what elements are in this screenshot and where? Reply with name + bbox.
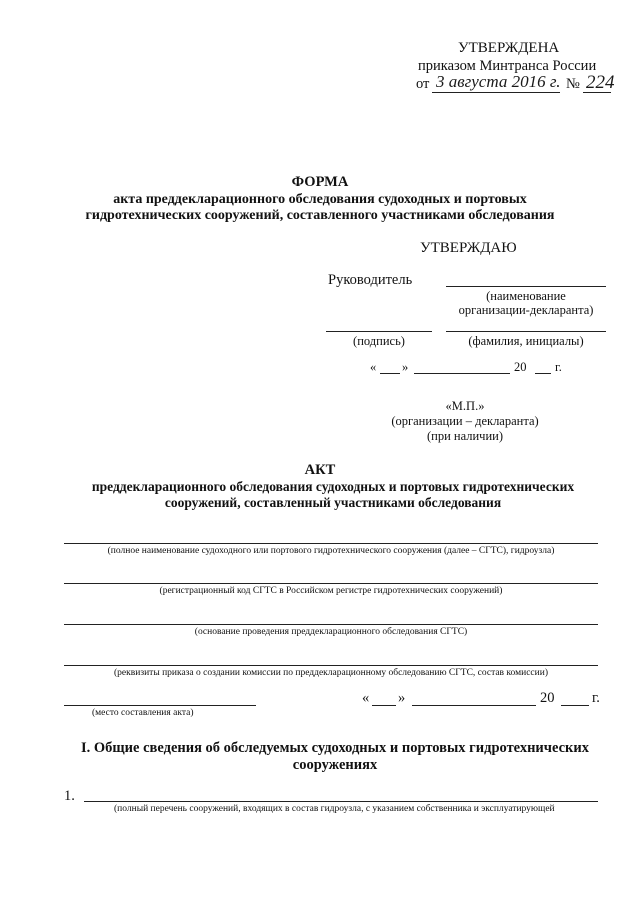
approval-number-underline [583,92,611,93]
approve-date-open: « [370,360,377,374]
order-details-caption: (реквизиты приказа о создании комиссии по преддекларационному обследованию СГТС, состав комиссии) [114,668,548,678]
approval-date-underline [432,92,560,93]
basis-caption: (основание проведения преддекларационного обследования СГТС) [194,627,468,637]
section1-title-line1: I. Общие сведения об обследуемых судоходных и портовых гидротехнических [81,740,589,756]
name-caption: (фамилия, инициалы) [468,334,584,348]
act-title-line2: сооружений, составленный участниками обследования [164,495,502,510]
item1-number: 1. [64,788,75,804]
act-year-prefix: 20 [540,690,555,706]
signature-line [326,331,432,332]
stamp-mp: «М.П.» [445,399,485,413]
sgts-name-line[interactable] [64,543,598,544]
act-heading: АКТ [304,462,336,478]
approve-month-line [414,373,510,374]
approve-day-line [380,373,400,374]
sgts-name-caption: (полное наименование судоходного или портового гидротехнического сооружения (далее – СГТС), гидроузла) [107,546,555,556]
place-line[interactable] [64,705,256,706]
act-year-suffix: г. [592,690,600,706]
name-line [446,331,606,332]
form-title-line1: акта преддекларационного обследования судоходных и портовых [113,192,527,207]
act-year-line[interactable] [561,705,589,706]
approval-order-line: приказом Минтранса России [418,58,597,74]
registration-code-caption: (регистрационный код СГТС в Российском регистре гидротехнических сооружений) [159,586,503,596]
org-name-line [446,286,606,287]
signature-caption: (подпись) [353,334,405,348]
section1-title-line2: сооружениях [292,757,378,773]
place-caption: (место составления акта) [92,708,194,718]
approve-year-suffix: г. [555,360,562,374]
approve-title: УТВЕРЖДАЮ [420,240,517,256]
stamp-org: (организации – декларанта) [391,414,539,428]
approve-date-close: » [402,360,409,374]
approval-number-handwritten: 224 [586,72,615,93]
approve-year-line [535,373,551,374]
item1-line[interactable] [84,801,598,802]
head-label: Руководитель [328,272,413,288]
act-date-close: » [398,690,406,706]
act-month-line[interactable] [412,705,536,706]
approval-date-handwritten: 3 августа 2016 г. [436,72,561,91]
basis-line[interactable] [64,624,598,625]
act-title-line1: преддекларационного обследования судоходных и портовых гидротехнических [91,479,575,494]
stamp-if-any: (при наличии) [426,429,504,443]
act-day-line[interactable] [372,705,396,706]
org-caption-2: организации-декларанта) [458,303,594,317]
order-details-line[interactable] [64,665,598,666]
approval-number-label: № [566,76,580,92]
act-date-open: « [362,690,370,706]
org-caption-1: (наименование [486,289,566,303]
approval-title: УТВЕРЖДЕНА [458,40,560,56]
approval-from-label: от [416,76,430,92]
registration-code-line[interactable] [64,583,598,584]
form-title-line2: гидротехнических сооружений, составленного участниками обследования [85,208,555,223]
item1-caption: (полный перечень сооружений, входящих в состав гидроузла, с указанием собственника и эксплуатирующей [114,804,555,814]
approve-year-prefix: 20 [514,360,527,374]
form-heading: ФОРМА [291,174,349,190]
